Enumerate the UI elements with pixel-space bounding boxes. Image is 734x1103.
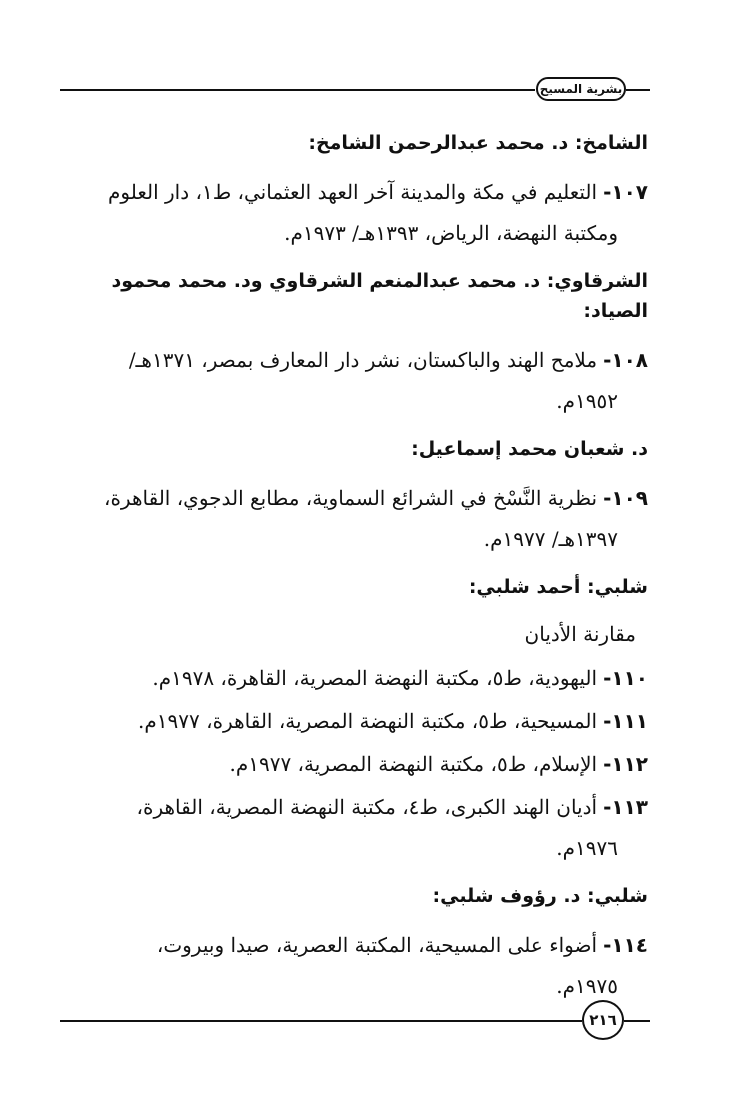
bibliography-section: [70, 266, 648, 422]
entry-text: الإسلام، ط٥، مكتبة النهضة المصرية، ١٩٧٧م.: [229, 752, 598, 776]
page-footer: [60, 1000, 650, 1040]
author-heading: الشرقاوي: د. محمد عبدالمنعم الشرقاوي ود. محمد محمود الصياد:: [111, 270, 648, 322]
entry-text: المسيحية، ط٥، مكتبة النهضة المصرية، القاهرة، ١٩٧٧م.: [138, 709, 598, 733]
entry-text: أضواء على المسيحية، المكتبة العصرية، صيدا وبيروت،: [156, 933, 598, 957]
footer-rule-right: [624, 1020, 650, 1022]
entry-number: ١١٤-: [603, 933, 648, 957]
entry-number: ١١٢-: [603, 752, 648, 776]
entry-number: ١٠٩-: [603, 486, 648, 510]
running-header: [60, 72, 650, 108]
bibliography-section: [70, 128, 648, 254]
entry-text: أديان الهند الكبرى، ط٤، مكتبة النهضة المصرية، القاهرة،: [136, 795, 598, 819]
entry-text: ملامح الهند والباكستان، نشر دار المعارف بمصر، ١٣٧١هـ/: [128, 348, 598, 372]
bibliography-entry: [70, 340, 648, 422]
bibliography-entry: [70, 787, 648, 869]
entry-continuation: ١٩٧٥م.: [556, 974, 618, 998]
entry-text: اليهودية، ط٥، مكتبة النهضة المصرية، القاهرة، ١٩٧٨م.: [152, 666, 598, 690]
footer-rule-left: [60, 1020, 582, 1022]
bibliography-entry: [70, 658, 648, 699]
author-heading: شلبي: أحمد شلبي:: [468, 576, 648, 598]
bibliography-entry: [70, 478, 648, 560]
bibliography-entry: [70, 925, 648, 1007]
entry-number: ١٠٧-: [603, 180, 648, 204]
bibliography-section: [70, 572, 648, 869]
page-number: ٢١٦: [582, 1000, 624, 1040]
entry-text: التعليم في مكة والمدينة آخر العهد العثماني، ط١، دار العلوم: [108, 180, 598, 204]
bibliography-entry: [70, 172, 648, 254]
bibliography-section: [70, 881, 648, 1007]
bibliography-body: [70, 128, 648, 1019]
header-rule-left: [60, 89, 535, 91]
bibliography-entry: [70, 701, 648, 742]
entry-continuation: ١٩٧٦م.: [556, 836, 618, 860]
author-heading: شلبي: د. رؤوف شلبي:: [432, 885, 648, 907]
bibliography-entry: [70, 744, 648, 785]
author-heading: د. شعبان محمد إسماعيل:: [411, 438, 648, 460]
header-rule-right: [626, 89, 650, 91]
entry-number: ١٠٨-: [603, 348, 648, 372]
author-heading: الشامخ: د. محمد عبدالرحمن الشامخ:: [308, 132, 648, 154]
entry-number: ١١٠-: [603, 666, 648, 690]
entry-continuation: ١٩٥٢م.: [556, 389, 618, 413]
series-subheading: مقارنة الأديان: [524, 622, 636, 646]
entry-number: ١١١-: [603, 709, 648, 733]
entry-text: نظرية النَّسْخ في الشرائع السماوية، مطابع الدجوي، القاهرة،: [103, 486, 598, 510]
entry-continuation: ومكتبة النهضة، الرياض، ١٣٩٣هـ/ ١٩٧٣م.: [284, 221, 618, 245]
entry-number: ١١٣-: [603, 795, 648, 819]
running-title: بشرية المسيح: [536, 77, 626, 101]
entry-continuation: ١٣٩٧هـ/ ١٩٧٧م.: [483, 527, 618, 551]
bibliography-section: [70, 434, 648, 560]
